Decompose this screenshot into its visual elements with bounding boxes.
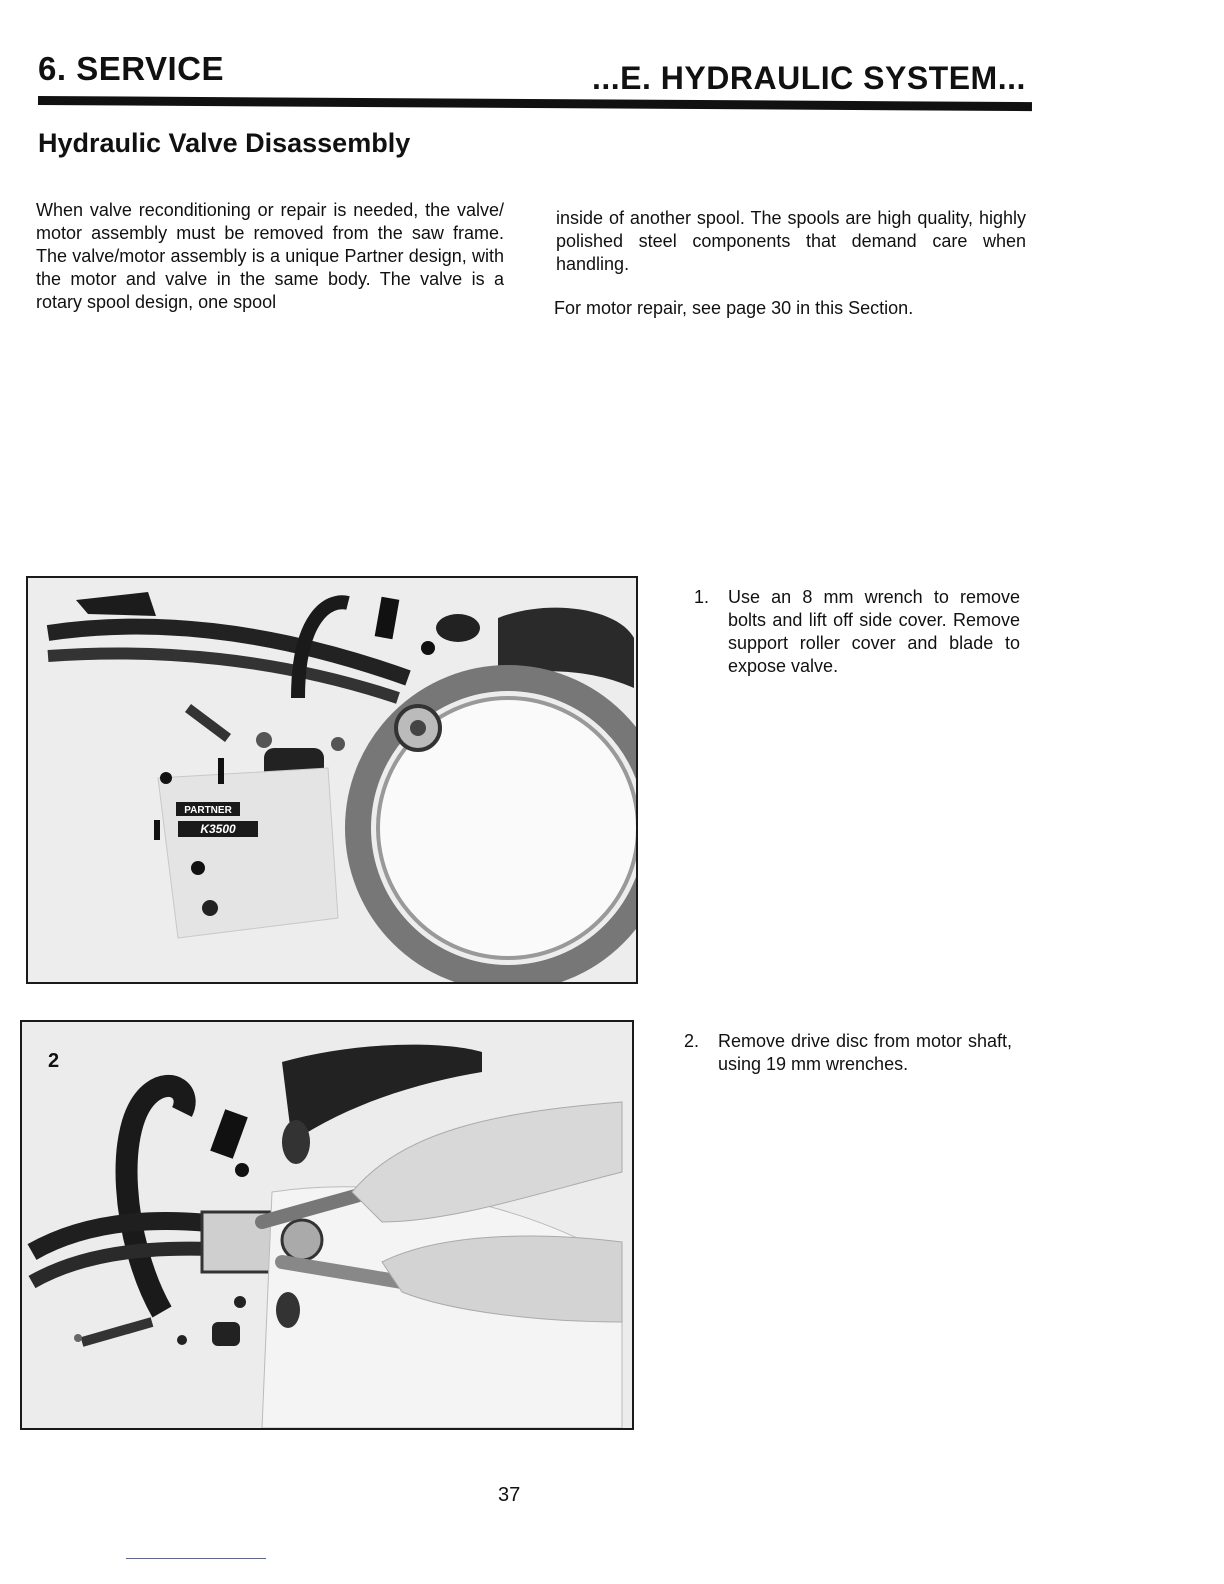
figure-2-label: 2 (48, 1050, 60, 1072)
header-rule (38, 96, 1032, 111)
step-2 (684, 1030, 1014, 1090)
page-number: 37 (498, 1484, 521, 1506)
figure-2-photo (20, 1020, 634, 1430)
partner-badge-text: PARTNER (184, 805, 232, 816)
model-badge-text: K3500 (200, 822, 236, 836)
subsection-heading: ...E. HYDRAULIC SYSTEM... (592, 60, 1026, 96)
motor-repair-note: For motor repair, see page 30 in this Section. (554, 298, 914, 318)
figure-1-illustration (28, 578, 636, 982)
intro-column-right: inside of another spool. The spools are high quality, highly polished steel components that demand care when handling. (556, 208, 1026, 274)
step-1-number: 1. (694, 587, 710, 607)
section-heading: 6. SERVICE (38, 50, 224, 87)
step-1-text: Use an 8 mm wrench to remove bolts and lift off side cover. Remove support roller cover and blade to expose valve. (728, 587, 1020, 676)
intro-column-left: When valve reconditioning or repair is needed, the valve/ motor assembly must be removed from the saw frame. The valve/motor assembly is a unique Partner design, with the motor and valve in the same body. The valve is a rotary spool design, one spool (36, 200, 504, 312)
figure-1-photo (26, 576, 638, 984)
step-2-text: Remove drive disc from motor shaft, using 19 mm wrenches. (718, 1031, 1012, 1074)
figure-2-illustration (22, 1022, 632, 1428)
page-title: Hydraulic Valve Disassembly (38, 128, 411, 158)
step-1 (694, 586, 1024, 686)
footer-line (126, 1558, 266, 1559)
step-2-number: 2. (684, 1031, 700, 1051)
